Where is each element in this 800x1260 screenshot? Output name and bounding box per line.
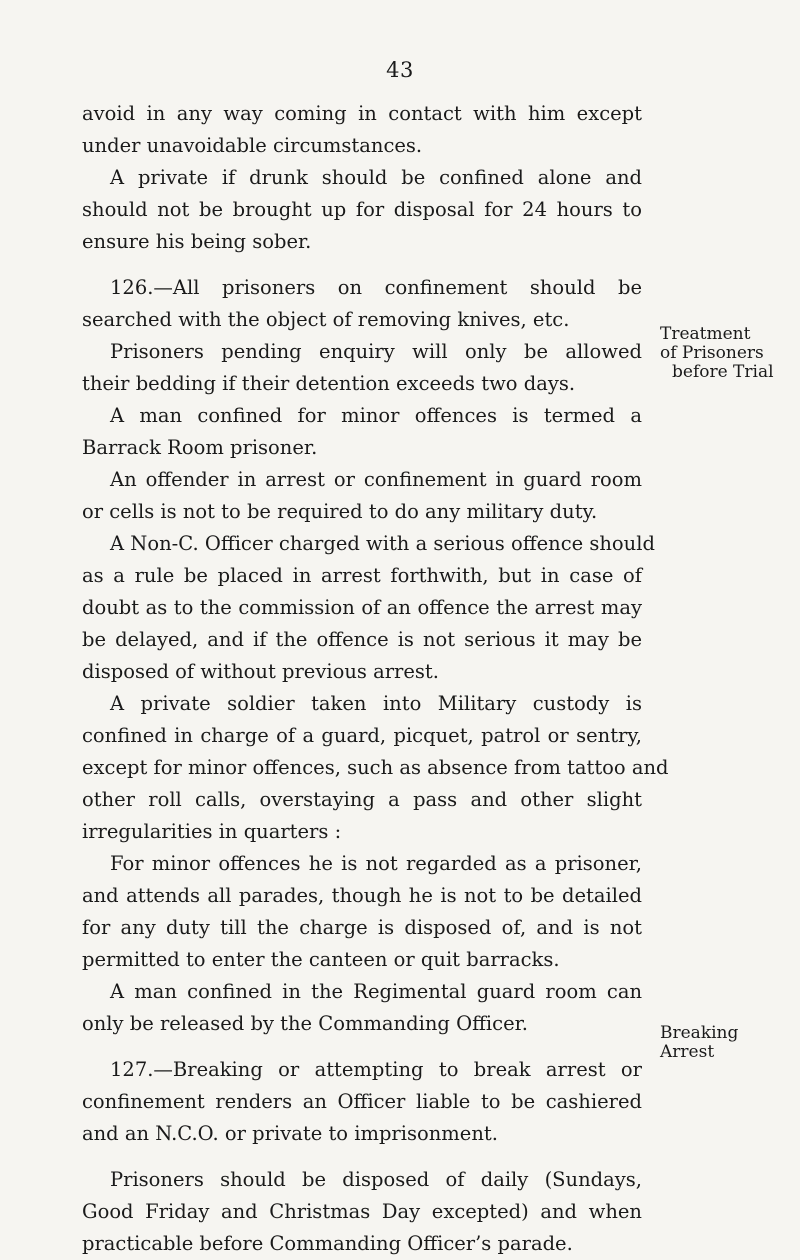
paragraph — [82, 848, 642, 976]
text-line: 127.—Breaking or attempting to break arrest or — [110, 1058, 642, 1081]
text-line: A private if drunk should be confined alone and — [110, 166, 642, 189]
paragraph — [82, 336, 642, 400]
text-line: only be released by the Commanding Officer. — [82, 1012, 528, 1035]
text-line: A man confined in the Regimental guard room can — [110, 980, 642, 1003]
margin-note-line: Arrest — [660, 1042, 715, 1062]
text-line: other roll calls, overstaying a pass and other slight — [82, 788, 642, 811]
paragraph — [82, 98, 642, 162]
margin-note-line: of Prisoners — [660, 343, 764, 363]
text-line: except for minor offences, such as absence from tattoo and — [82, 756, 669, 779]
text-line: A Non-C. Officer charged with a serious offence should — [110, 532, 655, 555]
margin-note-line: Breaking — [660, 1023, 739, 1043]
margin-note-line: before Trial — [672, 362, 774, 382]
paragraph — [82, 976, 642, 1040]
text-line: ensure his being sober. — [82, 230, 312, 253]
text-line: A private soldier taken into Military custody is — [110, 692, 642, 715]
paragraph — [82, 1054, 642, 1150]
text-line: Good Friday and Christmas Day excepted) and when — [82, 1200, 642, 1223]
section-gap — [82, 1150, 642, 1164]
margin-note-breaking-arrest — [660, 1024, 738, 1062]
text-line: An offender in arrest or confinement in guard room — [110, 468, 642, 491]
text-line: and attends all parades, though he is not to be detailed — [82, 884, 642, 907]
margin-note-line: Treatment — [660, 324, 751, 344]
section-gap — [82, 1040, 642, 1054]
text-line: as a rule be placed in arrest forthwith, but in case of — [82, 564, 642, 587]
text-line: A man confined for minor offences is termed a — [110, 404, 642, 427]
paragraph — [82, 464, 642, 528]
text-line: For minor offences he is not regarded as a prisoner, — [110, 852, 642, 875]
text-line: Prisoners pending enquiry will only be allowed — [110, 340, 642, 363]
text-line: Prisoners should be disposed of daily (Sundays, — [110, 1168, 642, 1191]
page-number: 43 — [386, 58, 414, 82]
paragraph — [82, 688, 669, 848]
text-line: irregularities in quarters : — [82, 820, 342, 843]
text-line: for any duty till the charge is disposed of, and is not — [82, 916, 642, 939]
text-line: searched with the object of removing knives, etc. — [82, 308, 570, 331]
paragraph — [82, 400, 642, 464]
text-line: their bedding if their detention exceeds two days. — [82, 372, 576, 395]
text-line: or cells is not to be required to do any military duty. — [82, 500, 598, 523]
body-text — [82, 98, 669, 1260]
paragraph — [82, 528, 655, 688]
text-line: confined in charge of a guard, picquet, patrol or sentry, — [82, 724, 642, 747]
text-line: be delayed, and if the offence is not serious it may be — [82, 628, 642, 651]
margin-note-treatment-of-prisoners — [660, 325, 774, 382]
text-line: should not be brought up for disposal for 24 hours to — [82, 198, 642, 221]
text-line: doubt as to the commission of an offence the arrest may — [82, 596, 642, 619]
text-line: and an N.C.O. or private to imprisonment. — [82, 1122, 498, 1145]
paragraph — [82, 162, 642, 258]
text-line: confinement renders an Officer liable to be cashiered — [82, 1090, 642, 1113]
text-line: practicable before Commanding Officer’s parade. — [82, 1232, 573, 1255]
text-line: disposed of without previous arrest. — [82, 660, 439, 683]
text-line: avoid in any way coming in contact with him except — [82, 102, 642, 125]
text-line: permitted to enter the canteen or quit barracks. — [82, 948, 560, 971]
paragraph — [82, 272, 642, 336]
text-line: 126.—All prisoners on confinement should be — [110, 276, 642, 299]
section-gap — [82, 258, 642, 272]
text-line: Barrack Room prisoner. — [82, 436, 318, 459]
text-line: under unavoidable circumstances. — [82, 134, 423, 157]
